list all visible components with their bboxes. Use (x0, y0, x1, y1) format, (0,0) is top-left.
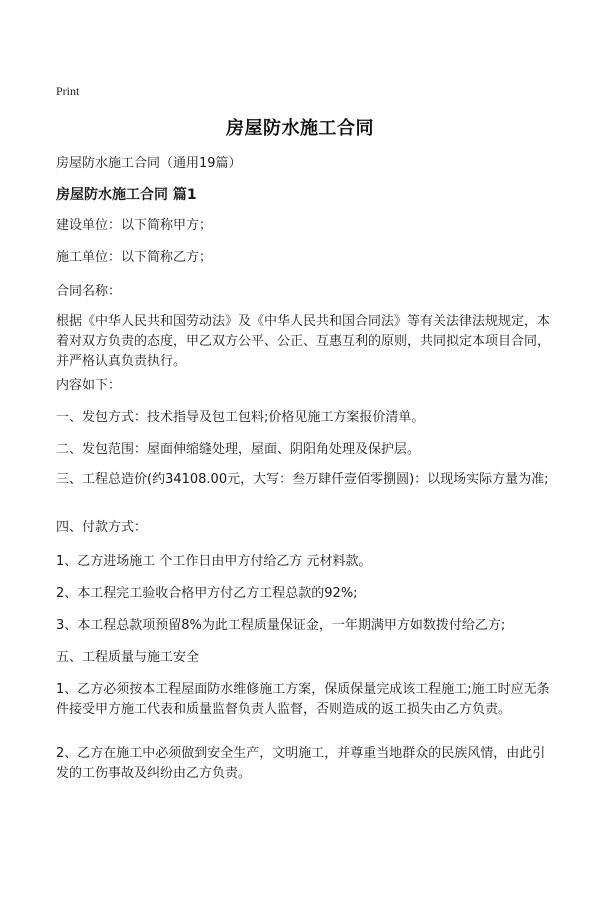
paragraph-payment-1: 1、乙方进场施工 个工作日由甲方付给乙方 元材料款。 (56, 554, 372, 569)
paragraph-contract-method: 一、发包方式：技术指导及包工包料;价格见施工方案报价清单。 (56, 410, 425, 425)
paragraph-client: 建设单位：以下简称甲方； (56, 218, 213, 233)
document-title: 房屋防水施工合同 (226, 118, 374, 139)
paragraph-contract-name: 合同名称： (56, 284, 122, 299)
paragraph-total-cost: 三、工程总造价(约34108.00元，大写：叁万肆仟壹佰零捌圆)：以现场实际方量为准; (56, 472, 549, 487)
paragraph-contractor: 施工单位：以下简称乙方； (56, 250, 213, 265)
paragraph-quality-1: 1、乙方必须按本工程屋面防水维修施工方案，保质保量完成该工程施工;施工时应无条件接受甲方施工代表和质量监督负责人监督，否则造成的返工损失由乙方负责。 (56, 682, 550, 717)
paragraph-payment-2: 2、本工程完工验收合格甲方付乙方工程总款的92%; (56, 586, 358, 601)
paragraph-preamble: 根据《中华人民共和国劳动法》及《中华人民共和国合同法》等有关法律法规规定，本着对双方负责的态度，甲乙双方公平、公正、互惠互利的原则，共同拟定本项目合同，并严格认真负责执行。 (56, 314, 551, 369)
paragraph-contract-scope: 二、发包范围：屋面伸缩缝处理，屋面、阴阳角处理及保护层。 (56, 442, 421, 457)
paragraph-content-intro: 内容如下： (56, 378, 122, 393)
print-link[interactable]: Print (56, 84, 80, 98)
paragraph-payment-3: 3、本工程总款项预留8%为此工程质量保证金，一年期满甲方如数拨付给乙方; (56, 618, 506, 633)
document-subtitle: 房屋防水施工合同（通用19篇） (56, 156, 242, 171)
paragraph-quality-heading: 五、工程质量与施工安全 (56, 650, 200, 665)
paragraph-quality-2: 2、乙方在施工中必须做到安全生产，文明施工，并尊重当地群众的民族风情，由此引发的工伤事故及纠纷由乙方负责。 (56, 746, 546, 781)
section-heading: 房屋防水施工合同 篇1 (56, 187, 197, 203)
paragraph-payment-heading: 四、付款方式： (56, 520, 148, 535)
